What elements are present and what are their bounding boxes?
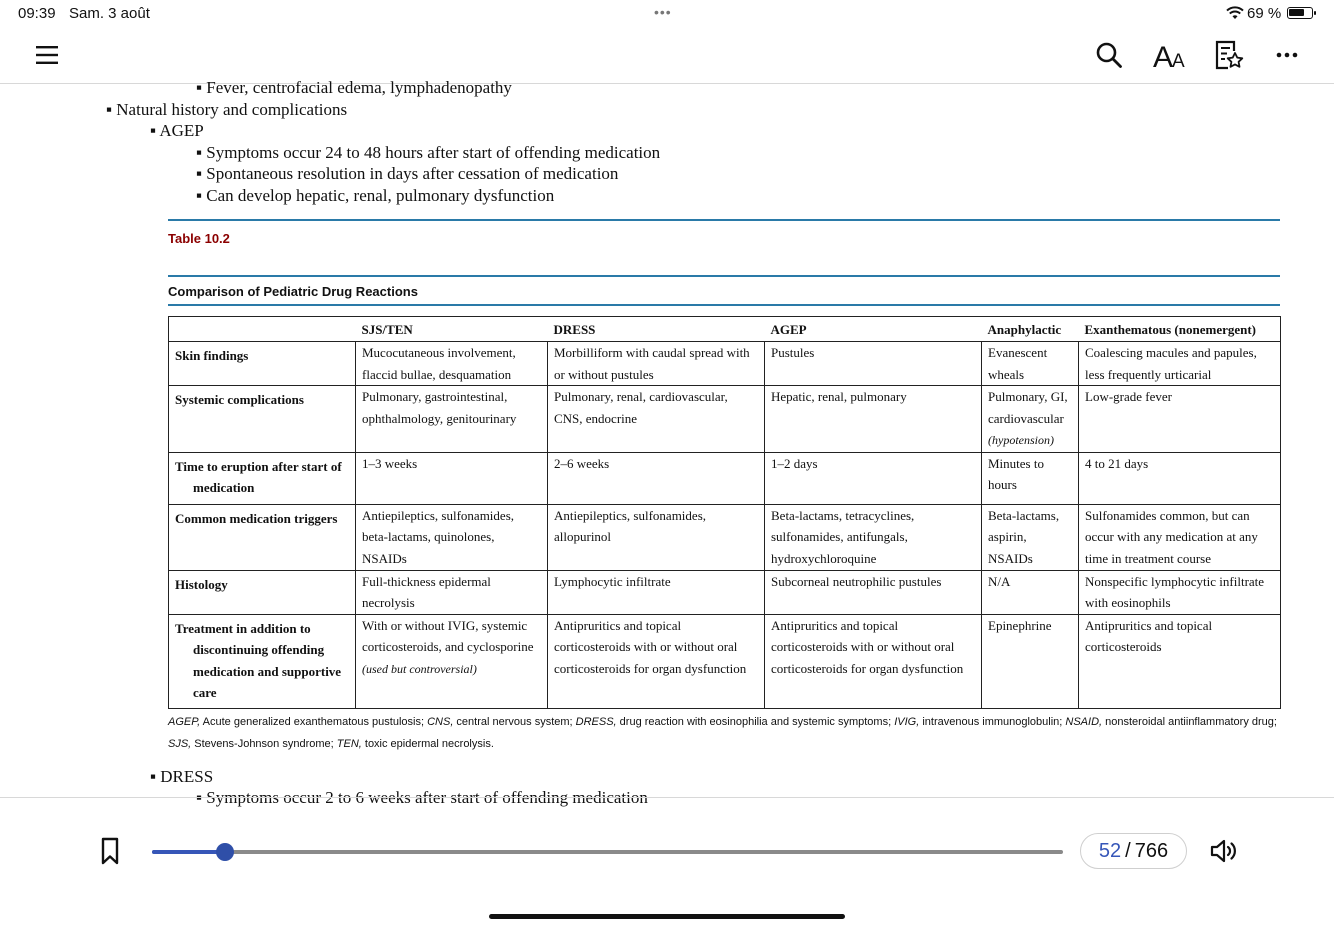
table-cell: Coalescing macules and papules, less frequently urticarial: [1079, 342, 1281, 386]
table-cell: Antiepileptics, sulfonamides, beta-lactams, quinolones, NSAIDs: [356, 504, 548, 570]
text-line: ▪ Natural history and complications: [106, 100, 348, 119]
row-header-line: medication and supportive: [193, 663, 342, 679]
table-cell: Nonspecific lymphocytic infiltrate with eosinophils: [1079, 570, 1281, 614]
svg-text:A: A: [1172, 51, 1185, 72]
footnote-text: Acute generalized exanthematous pustulosis;: [200, 716, 428, 728]
text-line: ▪ Symptoms occur 24 to 48 hours after start of offending medication: [196, 143, 661, 162]
table-cell: Epinephrine: [982, 614, 1079, 708]
table-cell: Hepatic, renal, pulmonary: [765, 386, 982, 453]
table-cell: Antiepileptics, sulfonamides, allopurinol: [548, 504, 765, 570]
table-cell: Beta-lactams, tetracyclines, sulfonamides, antifungals, hydroxychloroquine: [765, 504, 982, 570]
footnote-abbr: SJS,: [168, 737, 192, 750]
footnote-text: nonsteroidal antiinflammatory drug;: [1102, 716, 1277, 728]
row-header: [169, 504, 356, 570]
table-cell: Minutes to hours: [982, 452, 1079, 504]
table-cell: N/A: [982, 570, 1079, 614]
table-cell: Full-thickness epidermal necrolysis: [356, 570, 548, 614]
home-indicator[interactable]: [489, 914, 845, 919]
table-cell: Mucocutaneous involvement, flaccid bullae, desquamation: [356, 342, 548, 386]
slider-progress: [152, 850, 225, 854]
column-header: AGEP: [765, 317, 982, 342]
footnote-text: drug reaction with eosinophilia and systemic symptoms;: [616, 716, 895, 728]
speaker-icon[interactable]: [1208, 834, 1240, 868]
table-row: [169, 386, 1281, 453]
page-separator: /: [1125, 839, 1131, 862]
bookmarks-list-icon[interactable]: [1210, 38, 1246, 72]
status-date: Sam. 3 août: [69, 5, 150, 22]
table-row: [169, 504, 1281, 570]
footnote-text: Stevens-Johnson syndrome;: [191, 737, 337, 750]
row-header: [169, 342, 356, 386]
table-cell: Sulfonamides common, but can occur with any medication at any time in treatment course: [1079, 504, 1281, 570]
column-header: Exanthematous (nonemergent): [1079, 317, 1281, 342]
status-bar: [0, 0, 1334, 28]
table-cell: 2–6 weeks: [548, 452, 765, 504]
text-line: ▪ DRESS: [150, 767, 214, 786]
footnote-abbr: DRESS,: [575, 716, 617, 728]
battery-icon: [1287, 7, 1313, 19]
table-cell: [356, 614, 548, 708]
column-header: SJS/TEN: [356, 317, 548, 342]
footnote-abbr: AGEP,: [168, 716, 201, 728]
cell-text: Pulmonary, GI, cardiovascular: [988, 389, 1068, 426]
column-header: Anaphylactic: [982, 317, 1079, 342]
footnote-text: intravenous immunoglobulin;: [919, 716, 1066, 728]
row-header: [169, 614, 356, 708]
row-header-line: Common medication triggers: [175, 510, 338, 526]
row-header-line: Skin findings: [175, 348, 249, 363]
status-time: 09:39: [18, 5, 56, 22]
table-cell: Antipruritics and topical corticosteroids: [1079, 614, 1281, 708]
svg-text:A: A: [1153, 41, 1174, 74]
slider-thumb[interactable]: [216, 843, 234, 861]
row-header-line: Histology: [175, 576, 228, 592]
cell-note: (used but controversial): [362, 661, 477, 676]
menu-icon[interactable]: [34, 38, 60, 72]
page-slider[interactable]: [152, 850, 1063, 854]
table-cell: 1–2 days: [765, 452, 982, 504]
footnote-text: central nervous system;: [453, 716, 576, 728]
battery-percent: 69 %: [1247, 5, 1282, 22]
total-pages: 766: [1134, 839, 1169, 862]
row-header-line: Time to eruption after start of: [175, 458, 342, 474]
bookmark-icon[interactable]: [98, 834, 122, 868]
table-cell: Pulmonary, renal, cardiovascular, CNS, endocrine: [548, 386, 765, 453]
table-cell: Subcorneal neutrophilic pustules: [765, 570, 982, 614]
wifi-icon: [1226, 6, 1244, 25]
row-header: [169, 452, 356, 504]
row-header: [169, 570, 356, 614]
footnote-abbr: CNS,: [427, 716, 454, 728]
table-footnote: [168, 712, 1283, 755]
cell-note: (hypotension): [988, 433, 1054, 447]
table-row: [169, 570, 1281, 614]
multitasking-dots[interactable]: •••: [654, 4, 672, 20]
footnote-abbr: TEN,: [336, 737, 362, 750]
table-cell: Antipruritics and topical corticosteroids with or without oral corticosteroids for organ dysfunction: [548, 614, 765, 708]
table-cell: 1–3 weeks: [356, 452, 548, 504]
text-line: ▪ Spontaneous resolution in days after cessation of medication: [196, 164, 619, 183]
table-rule: [168, 219, 1280, 221]
column-header: [169, 317, 356, 342]
table-row: [169, 342, 1281, 386]
table-cell: Pustules: [765, 342, 982, 386]
table-row: [169, 614, 1281, 708]
search-icon[interactable]: [1094, 38, 1124, 72]
column-header: DRESS: [548, 317, 765, 342]
text-line: ▪ Symptoms occur 2 to 6 weeks after start of offending medication: [196, 788, 648, 807]
cell-text: With or without IVIG, systemic corticosteroids, and cyclosporine: [362, 617, 534, 654]
text-line: ▪ Can develop hepatic, renal, pulmonary dysfunction: [196, 186, 555, 205]
footnote-text: toxic epidermal necrolysis.: [361, 737, 494, 750]
current-page: 52: [1098, 839, 1122, 862]
table-cell: Lymphocytic infiltrate: [548, 570, 765, 614]
table-cell: Evanescent wheals: [982, 342, 1079, 386]
row-header-line: discontinuing offending: [193, 642, 325, 657]
more-icon[interactable]: [1272, 38, 1302, 72]
table-cell: [982, 386, 1079, 453]
table-cell: Beta-lactams, aspirin, NSAIDs: [982, 504, 1079, 570]
reader-toolbar: [0, 28, 1334, 84]
row-header: [169, 386, 356, 453]
page-indicator[interactable]: [1080, 833, 1187, 869]
row-header-line: Treatment in addition to: [175, 620, 311, 636]
text-line: ▪ Fever, centrofacial edema, lymphadenopathy: [196, 78, 512, 97]
comparison-table: [168, 316, 1281, 709]
row-header-line: Systemic complications: [175, 392, 304, 407]
table-cell: Pulmonary, gastrointestinal, ophthalmology, genitourinary: [356, 386, 548, 453]
table-rule: [168, 304, 1280, 306]
table-cell: Antipruritics and topical corticosteroids with or without oral corticosteroids for organ dysfunction: [765, 614, 982, 708]
table-header-row: [169, 317, 1281, 342]
page-content: [0, 78, 1334, 807]
font-size-icon[interactable]: [1150, 38, 1188, 72]
text-line: ▪ AGEP: [150, 121, 204, 140]
footnote-abbr: IVIG,: [894, 716, 920, 728]
table-cell: 4 to 21 days: [1079, 452, 1281, 504]
table-rule: [168, 275, 1280, 277]
table-cell: Morbilliform with caudal spread with or without pustules: [548, 342, 765, 386]
row-header-line: medication: [193, 480, 255, 495]
reader-bottom-bar: [0, 797, 1334, 928]
table-title: Comparison of Pediatric Drug Reactions: [168, 284, 418, 299]
row-header-line: care: [193, 685, 217, 700]
table-label: Table 10.2: [168, 231, 230, 246]
table-cell: Low-grade fever: [1079, 386, 1281, 453]
table-row: [169, 452, 1281, 504]
footnote-abbr: NSAID,: [1065, 716, 1103, 728]
